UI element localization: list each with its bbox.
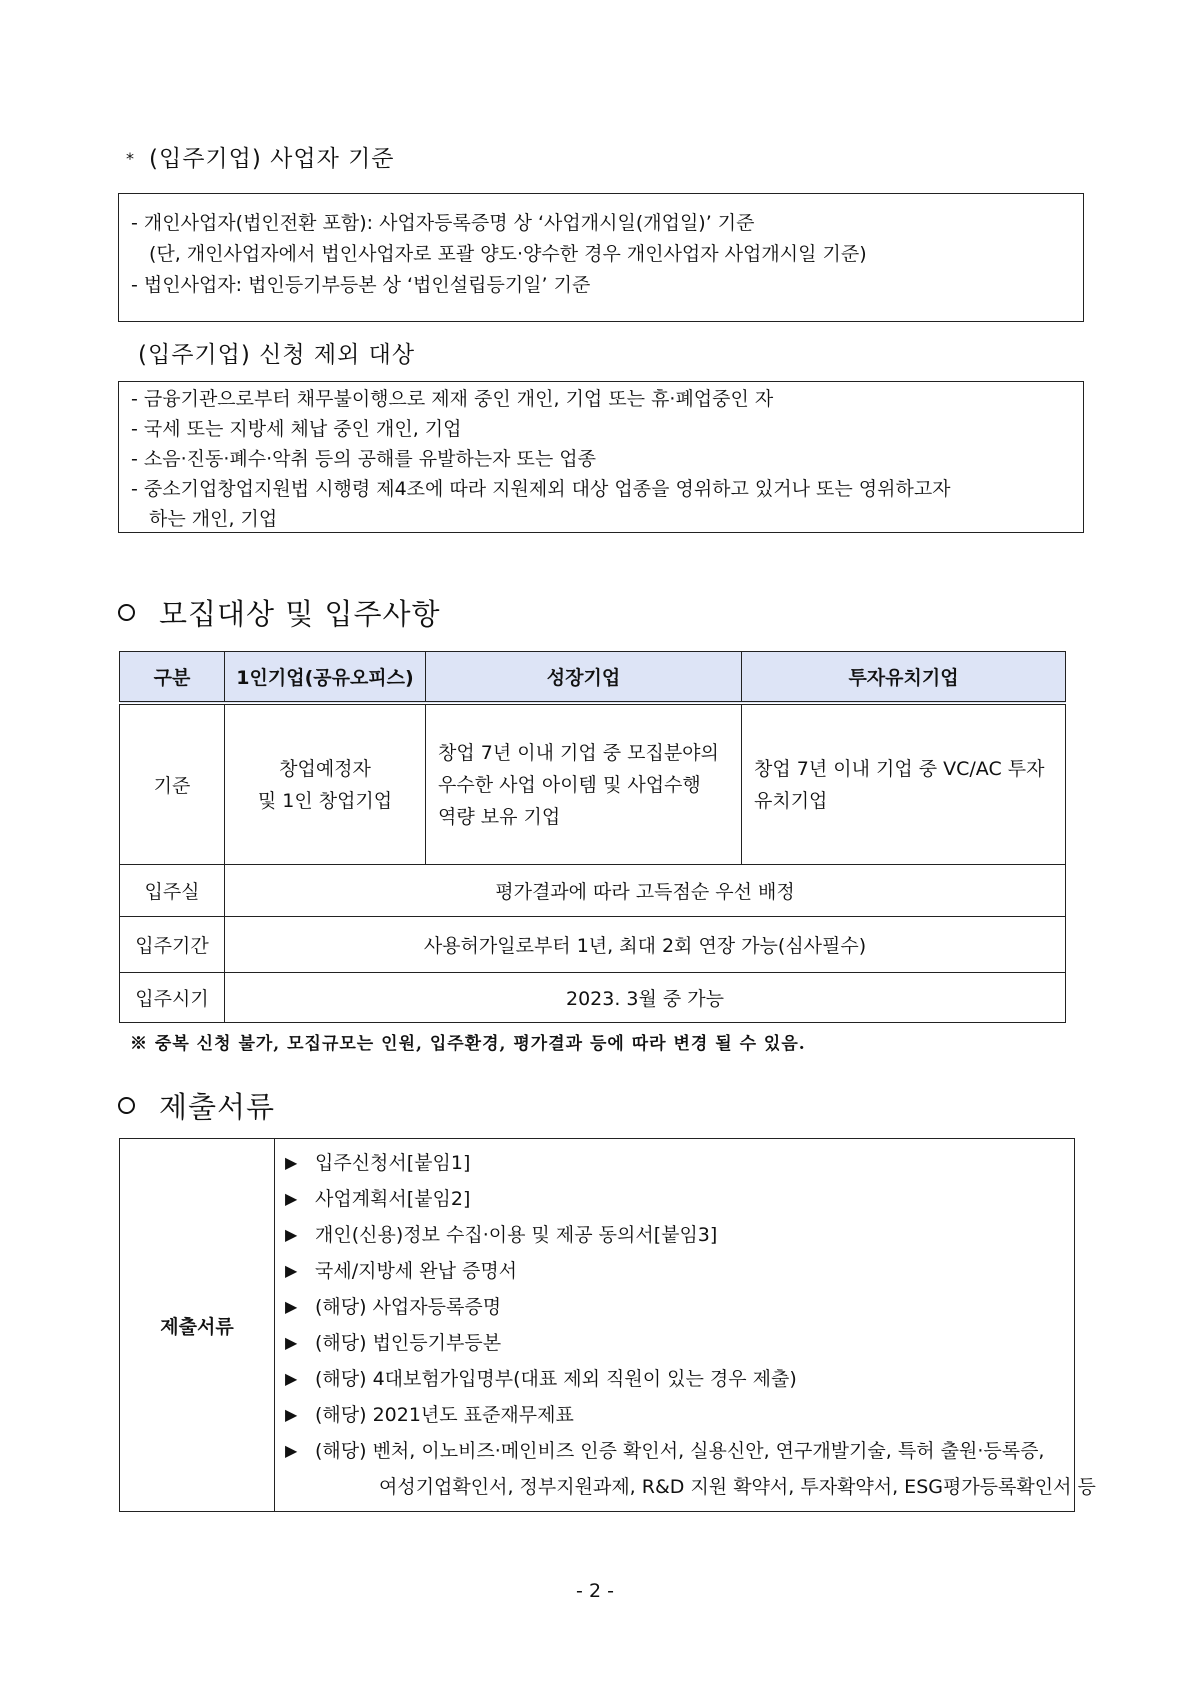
circle-bullet-icon [118, 1097, 135, 1114]
list-item [285, 1181, 1074, 1217]
criteria-line: (단, 개인사업자에서 법인사업자로 포괄 양도·양수한 경우 개인사업자 사업개시일 기준) [149, 243, 867, 265]
triangle-bullet-icon: ▶ [285, 1189, 298, 1208]
document-name: (해당) 법인등기부등본 [315, 1332, 502, 1354]
criteria-solo [225, 703, 426, 864]
documents-table [119, 1138, 1096, 1512]
business-criteria-title: (입주기업) 사업자 기준 [149, 146, 395, 172]
document-name: 사업계획서[붙임2] [315, 1188, 471, 1210]
row-value: 평가결과에 따라 고득점순 우선 배정 [225, 864, 1066, 916]
header-cell: 성장기업 [426, 652, 742, 704]
criteria-growth [426, 703, 742, 864]
exclusion-box [118, 381, 1084, 533]
exclusion-line: - 금융기관으로부터 채무불이행으로 제재 중인 개인, 기업 또는 휴·폐업중인 자 [131, 388, 774, 410]
criteria-text: 우수한 사업 아이템 및 사업수행 [438, 773, 701, 796]
row-value: 2023. 3월 중 가능 [225, 972, 1066, 1022]
documents-title: 제출서류 [159, 1090, 276, 1124]
triangle-bullet-icon: ▶ [285, 1405, 298, 1424]
documents-list [275, 1139, 1096, 1512]
exclusion-line: - 국세 또는 지방세 체납 중인 개인, 기업 [131, 418, 462, 440]
recruitment-section-heading [118, 592, 441, 633]
criteria-text: 창업 7년 이내 기업 중 VC/AC 투자 [754, 757, 1045, 780]
document-name: 국세/지방세 완납 증명서 [315, 1260, 518, 1282]
exclusion-line: - 중소기업창업지원법 시행령 제4조에 따라 지원제외 대상 업종을 영위하고 있거나 또는 영위하고자 [131, 478, 951, 500]
list-item [285, 1361, 1074, 1397]
table-header-row [120, 652, 1066, 704]
triangle-bullet-icon: ▶ [285, 1153, 298, 1172]
criteria-line: - 법인사업자: 법인등기부등본 상 ‘법인설립등기일’ 기준 [131, 274, 591, 296]
recruitment-note: ※ 중복 신청 불가, 모집규모는 인원, 입주환경, 평가결과 등에 따라 변경 될 수 있음. [130, 1034, 806, 1054]
criteria-text: 창업예정자 [279, 757, 371, 780]
row-label: 입주실 [120, 864, 225, 916]
recruitment-title: 모집대상 및 입주사항 [159, 597, 441, 631]
recruitment-table [119, 651, 1066, 1023]
header-cell: 1인기업(공유오피스) [225, 652, 426, 704]
document-name: (해당) 4대보험가입명부(대표 제외 직원이 있는 경우 제출) [315, 1368, 797, 1390]
triangle-bullet-icon: ▶ [285, 1441, 298, 1460]
list-item [285, 1325, 1074, 1361]
list-item [285, 1397, 1074, 1433]
criteria-text: 창업 7년 이내 기업 중 모집분야의 [438, 741, 719, 764]
triangle-bullet-icon: ▶ [285, 1261, 298, 1280]
criteria-line: - 개인사업자(법인전환 포함): 사업자등록증명 상 ‘사업개시일(개업일)’ 기준 [131, 212, 755, 234]
exclusion-line: - 소음·진동·폐수·악취 등의 공해를 유발하는자 또는 업종 [131, 448, 597, 470]
business-criteria-heading [126, 140, 395, 173]
criteria-investment [742, 703, 1066, 864]
row-label: 기준 [120, 703, 225, 864]
documents-label: 제출서류 [120, 1139, 275, 1512]
criteria-text: 역량 보유 기업 [438, 805, 561, 828]
exclusion-heading: (입주기업) 신청 제외 대상 [138, 342, 416, 368]
list-item [285, 1433, 1074, 1469]
table-row [120, 917, 1066, 972]
row-label: 입주기간 [120, 917, 225, 972]
documents-row [120, 1139, 1075, 1512]
list-item [285, 1145, 1074, 1181]
documents-section-heading [118, 1085, 275, 1126]
table-row-criteria [120, 703, 1066, 864]
exclusion-line: 하는 개인, 기업 [149, 508, 278, 530]
document-name: (해당) 벤처, 이노비즈·메인비즈 인증 확인서, 실용신안, 연구개발기술, 특허 출원·등록증, [315, 1440, 1045, 1462]
triangle-bullet-icon: ▶ [285, 1297, 298, 1316]
criteria-text: 및 1인 창업기업 [257, 789, 393, 812]
list-item [285, 1253, 1074, 1289]
triangle-bullet-icon: ▶ [285, 1225, 298, 1244]
row-value: 사용허가일로부터 1년, 최대 2회 연장 가능(심사필수) [225, 917, 1066, 972]
row-label: 입주시기 [120, 972, 225, 1022]
header-cell: 투자유치기업 [742, 652, 1066, 704]
document-name: (해당) 사업자등록증명 [315, 1296, 502, 1318]
asterisk-marker: * [126, 149, 135, 168]
table-row [120, 972, 1066, 1022]
document-name: (해당) 2021년도 표준재무제표 [315, 1404, 574, 1426]
criteria-text: 유치기업 [754, 789, 828, 812]
header-cell: 구분 [120, 652, 225, 704]
list-item [285, 1289, 1074, 1325]
triangle-bullet-icon: ▶ [285, 1333, 298, 1352]
business-criteria-box [118, 193, 1084, 322]
table-row [120, 864, 1066, 916]
page-number: - 2 - [576, 1580, 614, 1602]
document-name: 입주신청서[붙임1] [315, 1152, 471, 1174]
triangle-bullet-icon: ▶ [285, 1369, 298, 1388]
circle-bullet-icon [118, 604, 135, 621]
list-item-continuation: 여성기업확인서, 정부지원과제, R&D 지원 확약서, 투자확약서, ESG평가등록확인서 등 [379, 1476, 1096, 1498]
document-name: 개인(신용)정보 수집·이용 및 제공 동의서[붙임3] [315, 1224, 718, 1246]
list-item [285, 1217, 1074, 1253]
